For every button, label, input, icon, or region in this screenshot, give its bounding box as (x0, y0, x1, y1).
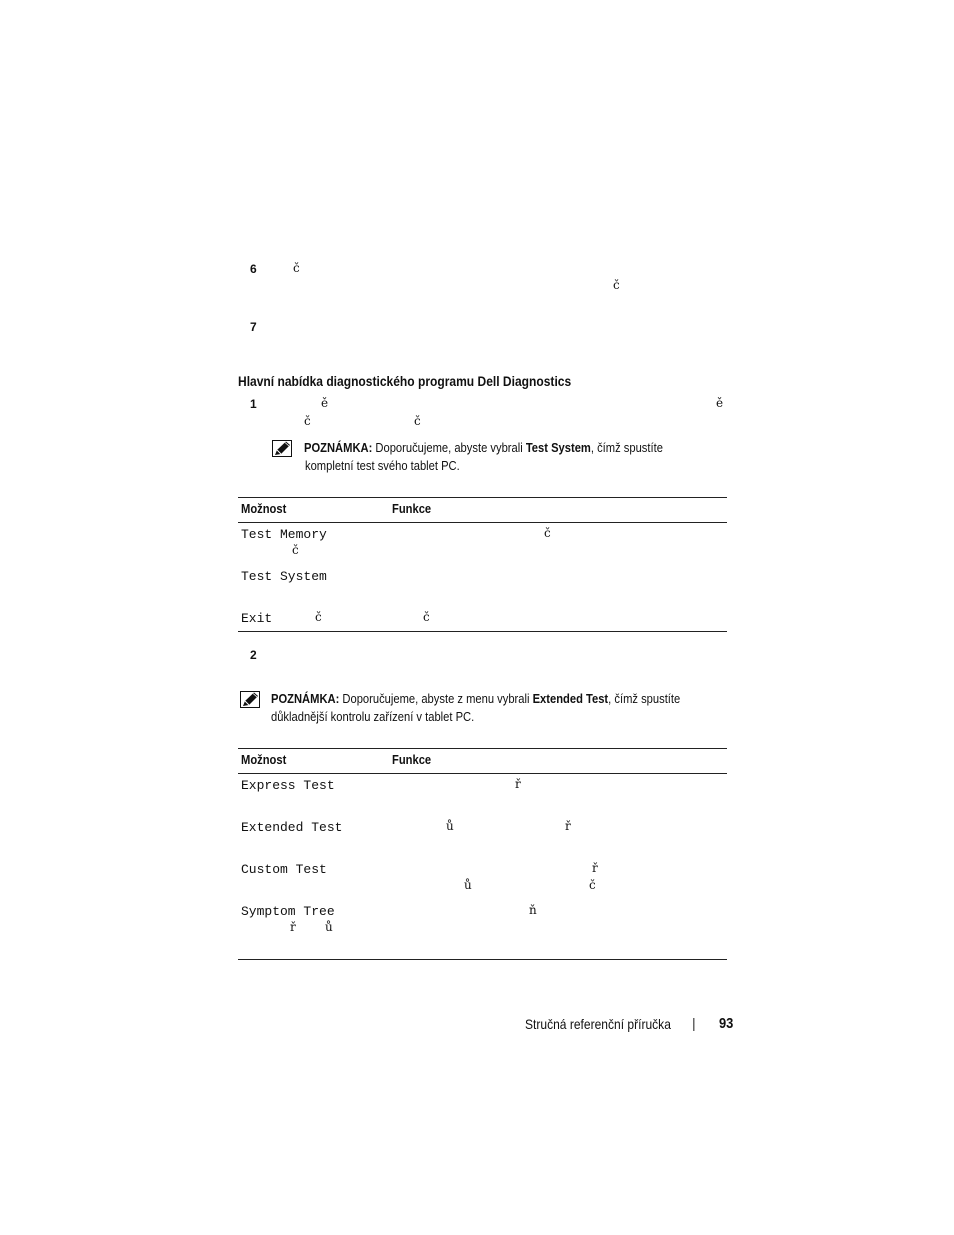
step-number: 7 (250, 320, 257, 334)
text-glyph: ř (290, 920, 296, 934)
text-glyph: ř (592, 861, 598, 875)
page-number: 93 (719, 1015, 734, 1032)
table-header-option: Možnost (241, 752, 287, 767)
table-header-option: Možnost (241, 501, 287, 516)
text-glyph: č (613, 278, 620, 292)
table-option-symptom-tree: Symptom Tree (241, 904, 335, 919)
table-option-custom-test: Custom Test (241, 862, 327, 877)
text-glyph: č (293, 261, 300, 275)
note-label: POZNÁMKA: (271, 691, 340, 706)
table-header-rule (238, 522, 727, 523)
table-option-express-test: Express Test (241, 778, 335, 793)
table-top-rule (238, 748, 727, 749)
text-glyph: ů (464, 878, 472, 892)
text-glyph: č (544, 526, 551, 540)
table-option-extended-test: Extended Test (241, 820, 343, 835)
step-number: 6 (250, 262, 257, 276)
note-pencil-icon (272, 440, 292, 457)
note-text-part: Doporučujeme, abyste vybrali (372, 440, 526, 455)
table-option-test-system: Test System (241, 569, 327, 584)
table-header-function: Funkce (392, 752, 432, 767)
note-pencil-icon (240, 691, 260, 708)
text-glyph: č (315, 610, 322, 624)
note-emphasis: Extended Test (532, 691, 609, 706)
step-number: 1 (250, 397, 257, 411)
text-glyph: ř (515, 777, 521, 791)
step-number: 2 (250, 648, 257, 662)
text-glyph: ů (446, 819, 454, 833)
table-option-exit: Exit (241, 611, 273, 626)
text-glyph: č (292, 543, 299, 557)
footer-title: Stručná referenční příručka (525, 1016, 671, 1032)
text-glyph: ů (325, 920, 333, 934)
note-text (304, 440, 663, 455)
text-glyph: č (423, 610, 430, 624)
text-glyph: č (304, 414, 311, 428)
table-bottom-rule (238, 631, 727, 632)
text-glyph: ě (321, 396, 329, 410)
footer-separator: | (692, 1015, 696, 1031)
table-header-rule (238, 773, 727, 774)
note-label: POZNÁMKA: (304, 440, 373, 455)
note-text-part: , čímž spustíte (608, 691, 681, 706)
section-heading: Hlavní nabídka diagnostického programu Dell Diagnostics (238, 373, 572, 389)
table-option-test-memory: Test Memory (241, 527, 327, 542)
text-glyph: ě (716, 396, 724, 410)
table-bottom-rule (238, 959, 727, 960)
note-text-line2: kompletní test svého tablet PC. (305, 458, 460, 473)
note-text (271, 691, 680, 706)
text-glyph: č (414, 414, 421, 428)
text-glyph: ř (565, 819, 571, 833)
note-text-part: , čímž spustíte (590, 440, 663, 455)
table-top-rule (238, 497, 727, 498)
text-glyph: č (589, 878, 596, 892)
note-text-line2: důkladnější kontrolu zařízení v tablet PC. (271, 709, 475, 724)
table-header-function: Funkce (392, 501, 432, 516)
note-emphasis: Test System (525, 440, 591, 455)
note-text-part: Doporučujeme, abyste z menu vybrali (339, 691, 533, 706)
text-glyph: ň (529, 903, 537, 917)
